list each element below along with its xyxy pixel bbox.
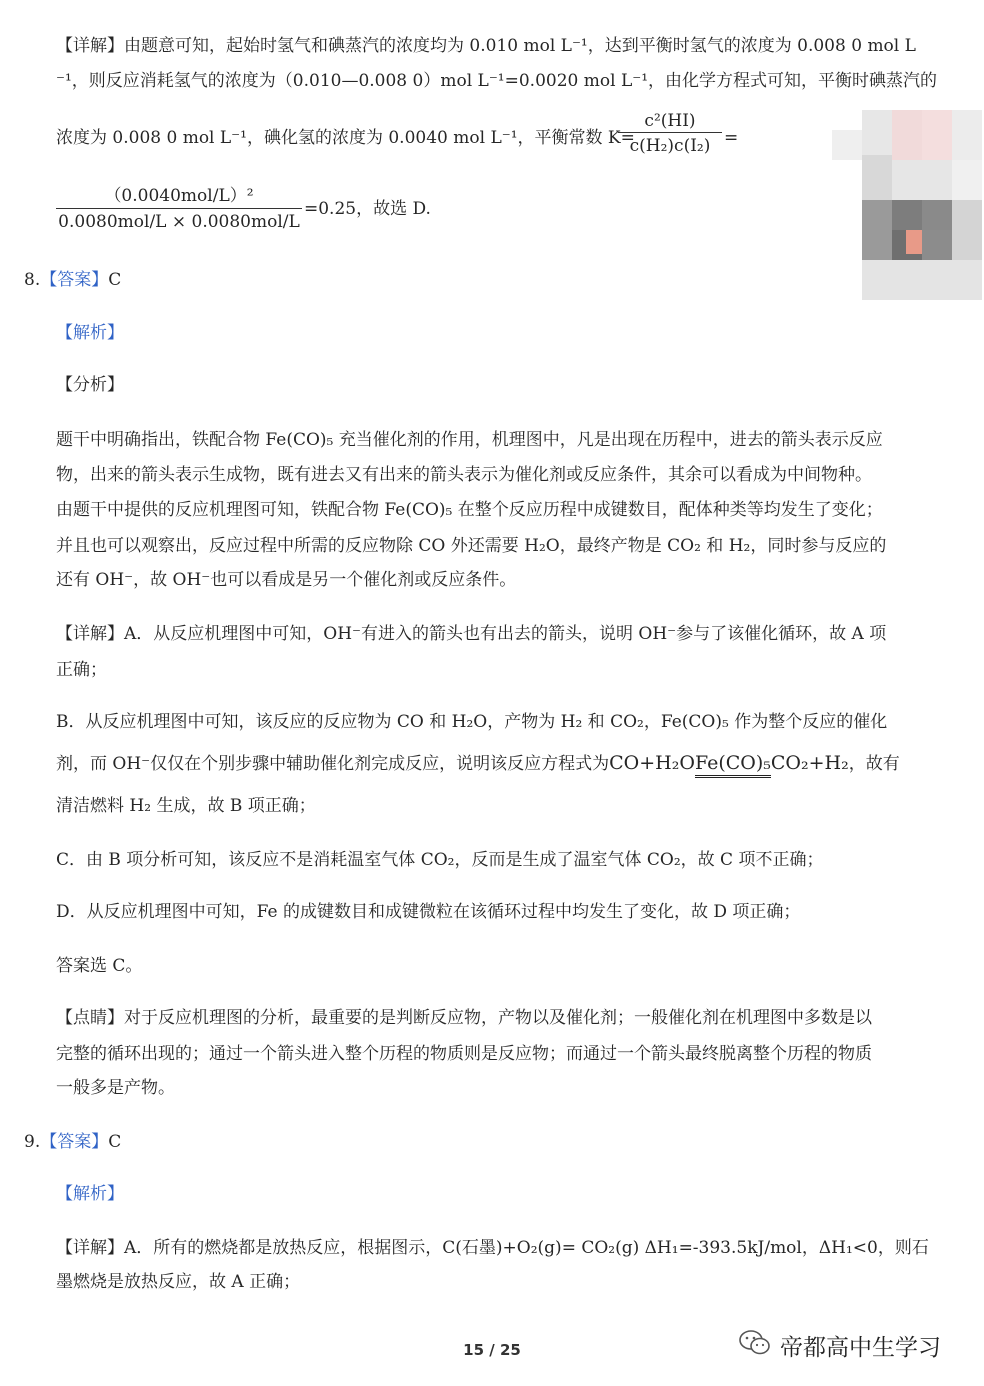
conclusion-line: 答案选 C。 bbox=[56, 956, 143, 976]
answer-value: C bbox=[108, 270, 122, 290]
question-8-header bbox=[24, 269, 121, 291]
equation-catalyst: Fe(CO)₅ bbox=[695, 752, 771, 778]
tip-line-1: 【点睛】对于反应机理图的分析，最重要的是判断反应物，产物以及催化剂；一般催化剂在机理图中多数是以 bbox=[56, 1008, 872, 1028]
question-9-number: 9. bbox=[24, 1132, 41, 1152]
analysis-tag: 【解析】 bbox=[56, 323, 124, 343]
calculation-fraction bbox=[56, 184, 302, 235]
option-d-line: D．从反应机理图中可知，Fe 的成键数目和成键微粒在该循环过程中均发生了变化，故 D 项正确； bbox=[56, 902, 801, 922]
tip-line-3: 一般多是产物。 bbox=[56, 1078, 175, 1098]
question-8-number: 8. bbox=[24, 270, 41, 290]
equation-reactants: CO+H₂O bbox=[609, 752, 695, 774]
detail-line-2: ⁻¹，则反应消耗氢气的浓度为（0.010—0.008 0）mol L⁻¹=0.0020 mol L⁻¹，由化学方程式可知，平衡时碘蒸汽的 bbox=[56, 71, 938, 91]
calc-numerator: （0.0040mol/L）² bbox=[104, 186, 254, 206]
k-equals: = bbox=[724, 128, 739, 148]
page-number: 15 / 25 bbox=[463, 1341, 521, 1359]
analysis-para-line: 并且也可以观察出，反应过程中所需的反应物除 CO 外还需要 H₂O，最终产物是 CO₂ 和 H₂，同时参与反应的 bbox=[56, 536, 887, 556]
watermark-text: 帝都高中生学习 bbox=[780, 1334, 941, 1361]
watermark bbox=[738, 1325, 941, 1365]
analysis-para-line: 题干中明确指出，铁配合物 Fe(CO)₅ 充当催化剂的作用，机理图中，凡是出现在历程中，进去的箭头表示反应 bbox=[56, 430, 883, 450]
equilibrium-constant-fraction bbox=[618, 110, 722, 159]
k-denominator: c(H₂)c(I₂) bbox=[618, 132, 722, 159]
detail-a-line-1: 【详解】A．从反应机理图中可知，OH⁻有进入的箭头也有出去的箭头，说明 OH⁻参与了该催化循环，故 A 项 bbox=[56, 624, 887, 644]
option-b-line-3: 清洁燃料 H₂ 生成，故 B 项正确； bbox=[56, 796, 316, 816]
question-9-header bbox=[24, 1131, 121, 1153]
answer-tag: 【答案】 bbox=[40, 1132, 109, 1152]
detail-line-1: 【详解】由题意可知，起始时氢气和碘蒸汽的浓度均为 0.010 mol L⁻¹，达到平衡时氢气的浓度为 0.008 0 mol L bbox=[56, 36, 916, 56]
calc-denominator: 0.0080mol/L × 0.0080mol/L bbox=[56, 208, 302, 235]
analysis-para-line: 由题干中提供的反应机理图可知，铁配合物 Fe(CO)₅ 在整个反应历程中成键数目，配体种类等均发生了变化； bbox=[56, 500, 883, 520]
fenxi-tag: 【分析】 bbox=[56, 375, 124, 395]
detail-line-3: 浓度为 0.008 0 mol L⁻¹，碘化氢的浓度为 0.0040 mol L⁻¹，平衡常数 K= bbox=[56, 128, 635, 148]
option-b-text: 剂，而 OH⁻仅仅在个别步骤中辅助催化剂完成反应，说明该反应方程式为 bbox=[56, 754, 610, 774]
analysis-tag: 【解析】 bbox=[56, 1184, 124, 1204]
tip-line-2: 完整的循环出现的；通过一个箭头进入整个历程的物质则是反应物；而通过一个箭头最终脱离整个历程的物质 bbox=[56, 1044, 872, 1064]
detail-a-line-2: 正确； bbox=[56, 660, 107, 680]
q9-detail-line-1: 【详解】A．所有的燃烧都是放热反应，根据图示，C(石墨)+O₂(g)= CO₂(g) ΔH₁=-393.5kJ/mol，ΔH₁<0，则石 bbox=[56, 1238, 929, 1258]
analysis-para-line: 还有 OH⁻，故 OH⁻也可以看成是另一个催化剂或反应条件。 bbox=[56, 570, 517, 590]
option-b-tail: ，故有 bbox=[848, 754, 900, 774]
answer-tag: 【答案】 bbox=[40, 270, 109, 290]
option-b-line-1: B．从反应机理图中可知，该反应的反应物为 CO 和 H₂O，产物为 H₂ 和 CO₂，Fe(CO)₅ 作为整个反应的催化 bbox=[56, 712, 888, 732]
wechat-icon bbox=[738, 1329, 772, 1361]
equation-products: CO₂+H₂ bbox=[770, 752, 849, 774]
q9-detail-line-2: 墨燃烧是放热反应，故 A 正确； bbox=[56, 1272, 301, 1292]
option-c-line: C．由 B 项分析可知，该反应不是消耗温室气体 CO₂，反而是生成了温室气体 CO₂，故 C 项不正确； bbox=[56, 850, 824, 870]
option-b-line-2 bbox=[56, 752, 900, 775]
pixelated-image bbox=[832, 110, 982, 302]
calc-result: =0.25，故选 D. bbox=[304, 199, 431, 219]
answer-value: C bbox=[108, 1132, 122, 1152]
k-numerator: c²(HI) bbox=[644, 111, 696, 131]
analysis-para-line: 物，出来的箭头表示生成物，既有进去又有出来的箭头表示为催化剂或反应条件，其余可以看成为中间物种。 bbox=[56, 465, 872, 485]
